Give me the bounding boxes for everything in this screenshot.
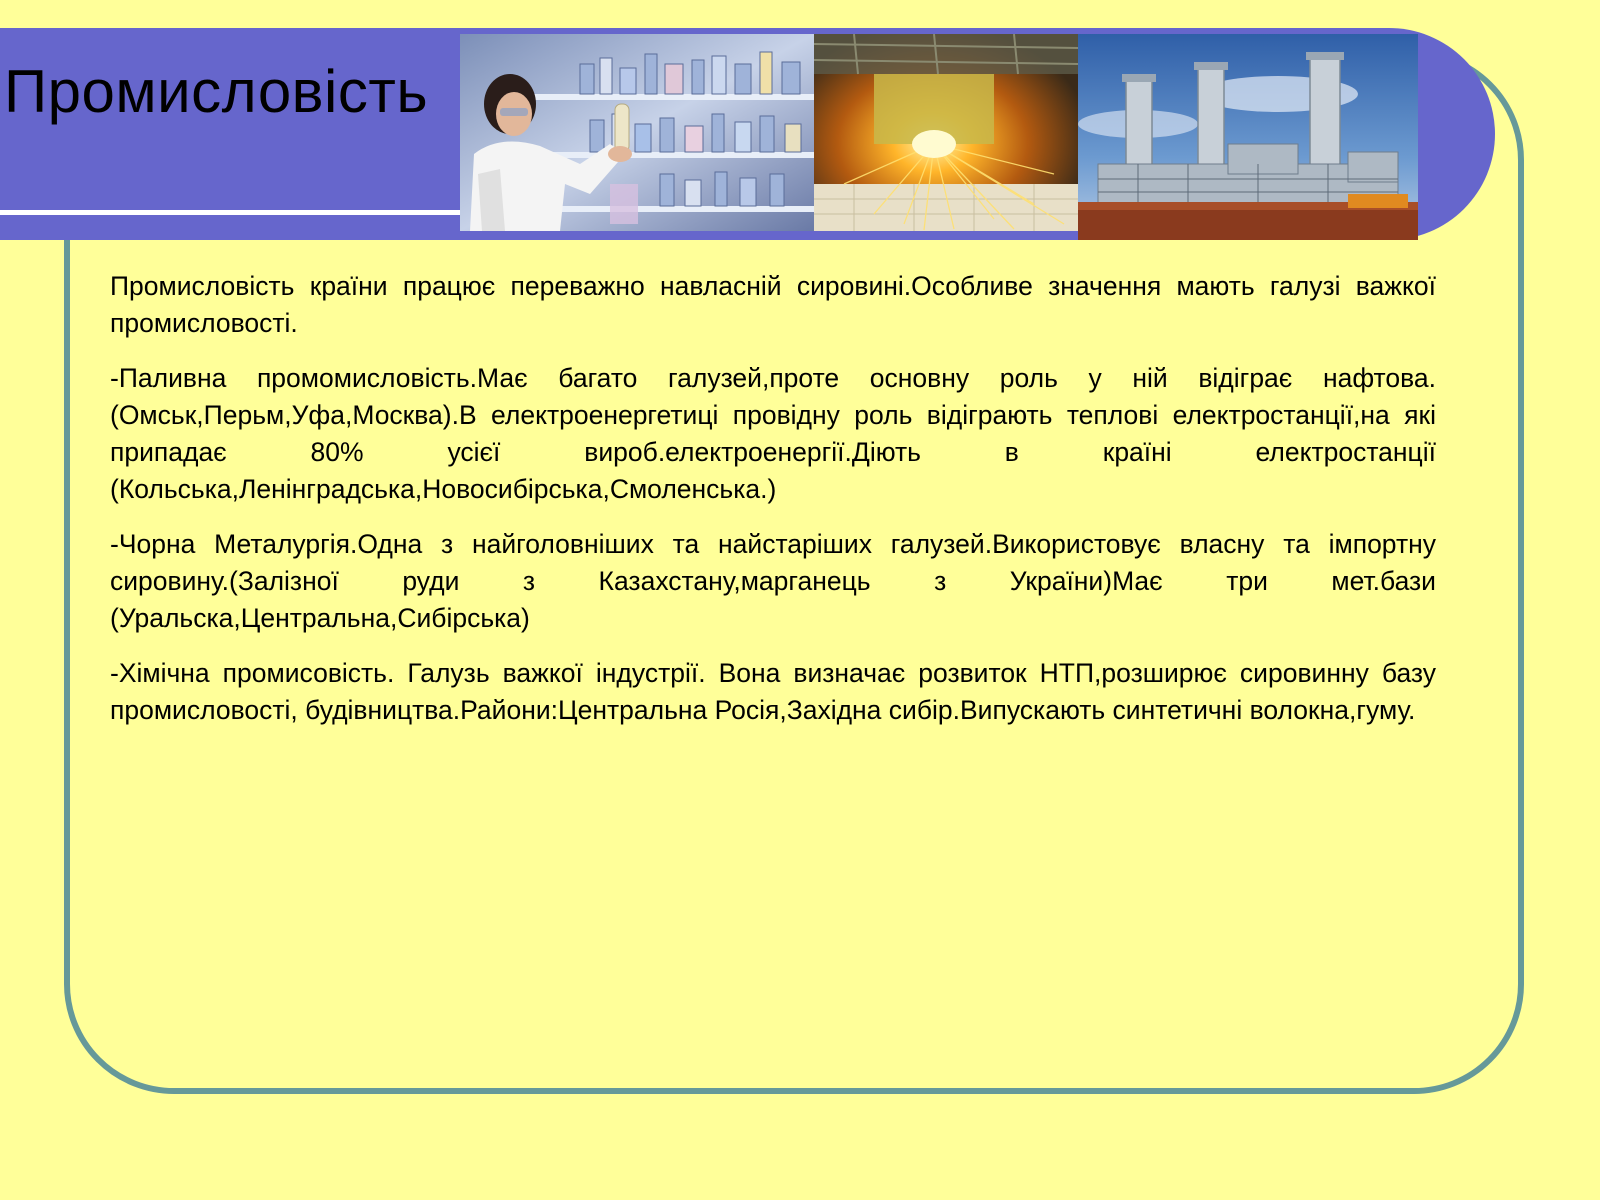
slide-title: Промисловість — [4, 58, 429, 125]
paragraph-chemical-industry: -Хімічна промисовість. Галузь важкої індустрії. Вона визначає розвиток НТП,розширює сировинну базу промисловості, будівництва.Райони:Центральна Росія,Західна сибір.Випускають синтетичні волокна,гуму. — [110, 658, 1436, 725]
steel-sparks-photo — [814, 34, 1078, 231]
paragraph-intro: Промисловість країни працює переважно навласній сировині.Особливе значення мають галузі важкої промисловості. — [110, 271, 1436, 338]
paragraph-fuel-industry: -Паливна промомисловість.Має багато галузей,проте основну роль у ній відіграє нафтова.(Омськ,Перьм,Уфа,Москва).В електроенергетиці провідну роль відіграють теплові електростанції,на які припадає 80% усієї вироб.електроенергії.Діють в країні електростанції (Кольська,Ленінградська,Новосибірська,Смоленська.) — [110, 363, 1436, 504]
power-plant-photo — [1078, 34, 1418, 240]
title-underline — [0, 210, 462, 215]
laboratory-photo — [460, 34, 814, 231]
body-text — [110, 268, 1436, 747]
paragraph-ferrous-metallurgy: -Чорна Металургія.Одна з найголовніших та найстаріших галузей.Використовує власну та імпортну сировину.(Залізної руди з Казахстану,марганець з України)Має три мет.бази (Уральска,Центральна,Сибірська) — [110, 529, 1436, 633]
